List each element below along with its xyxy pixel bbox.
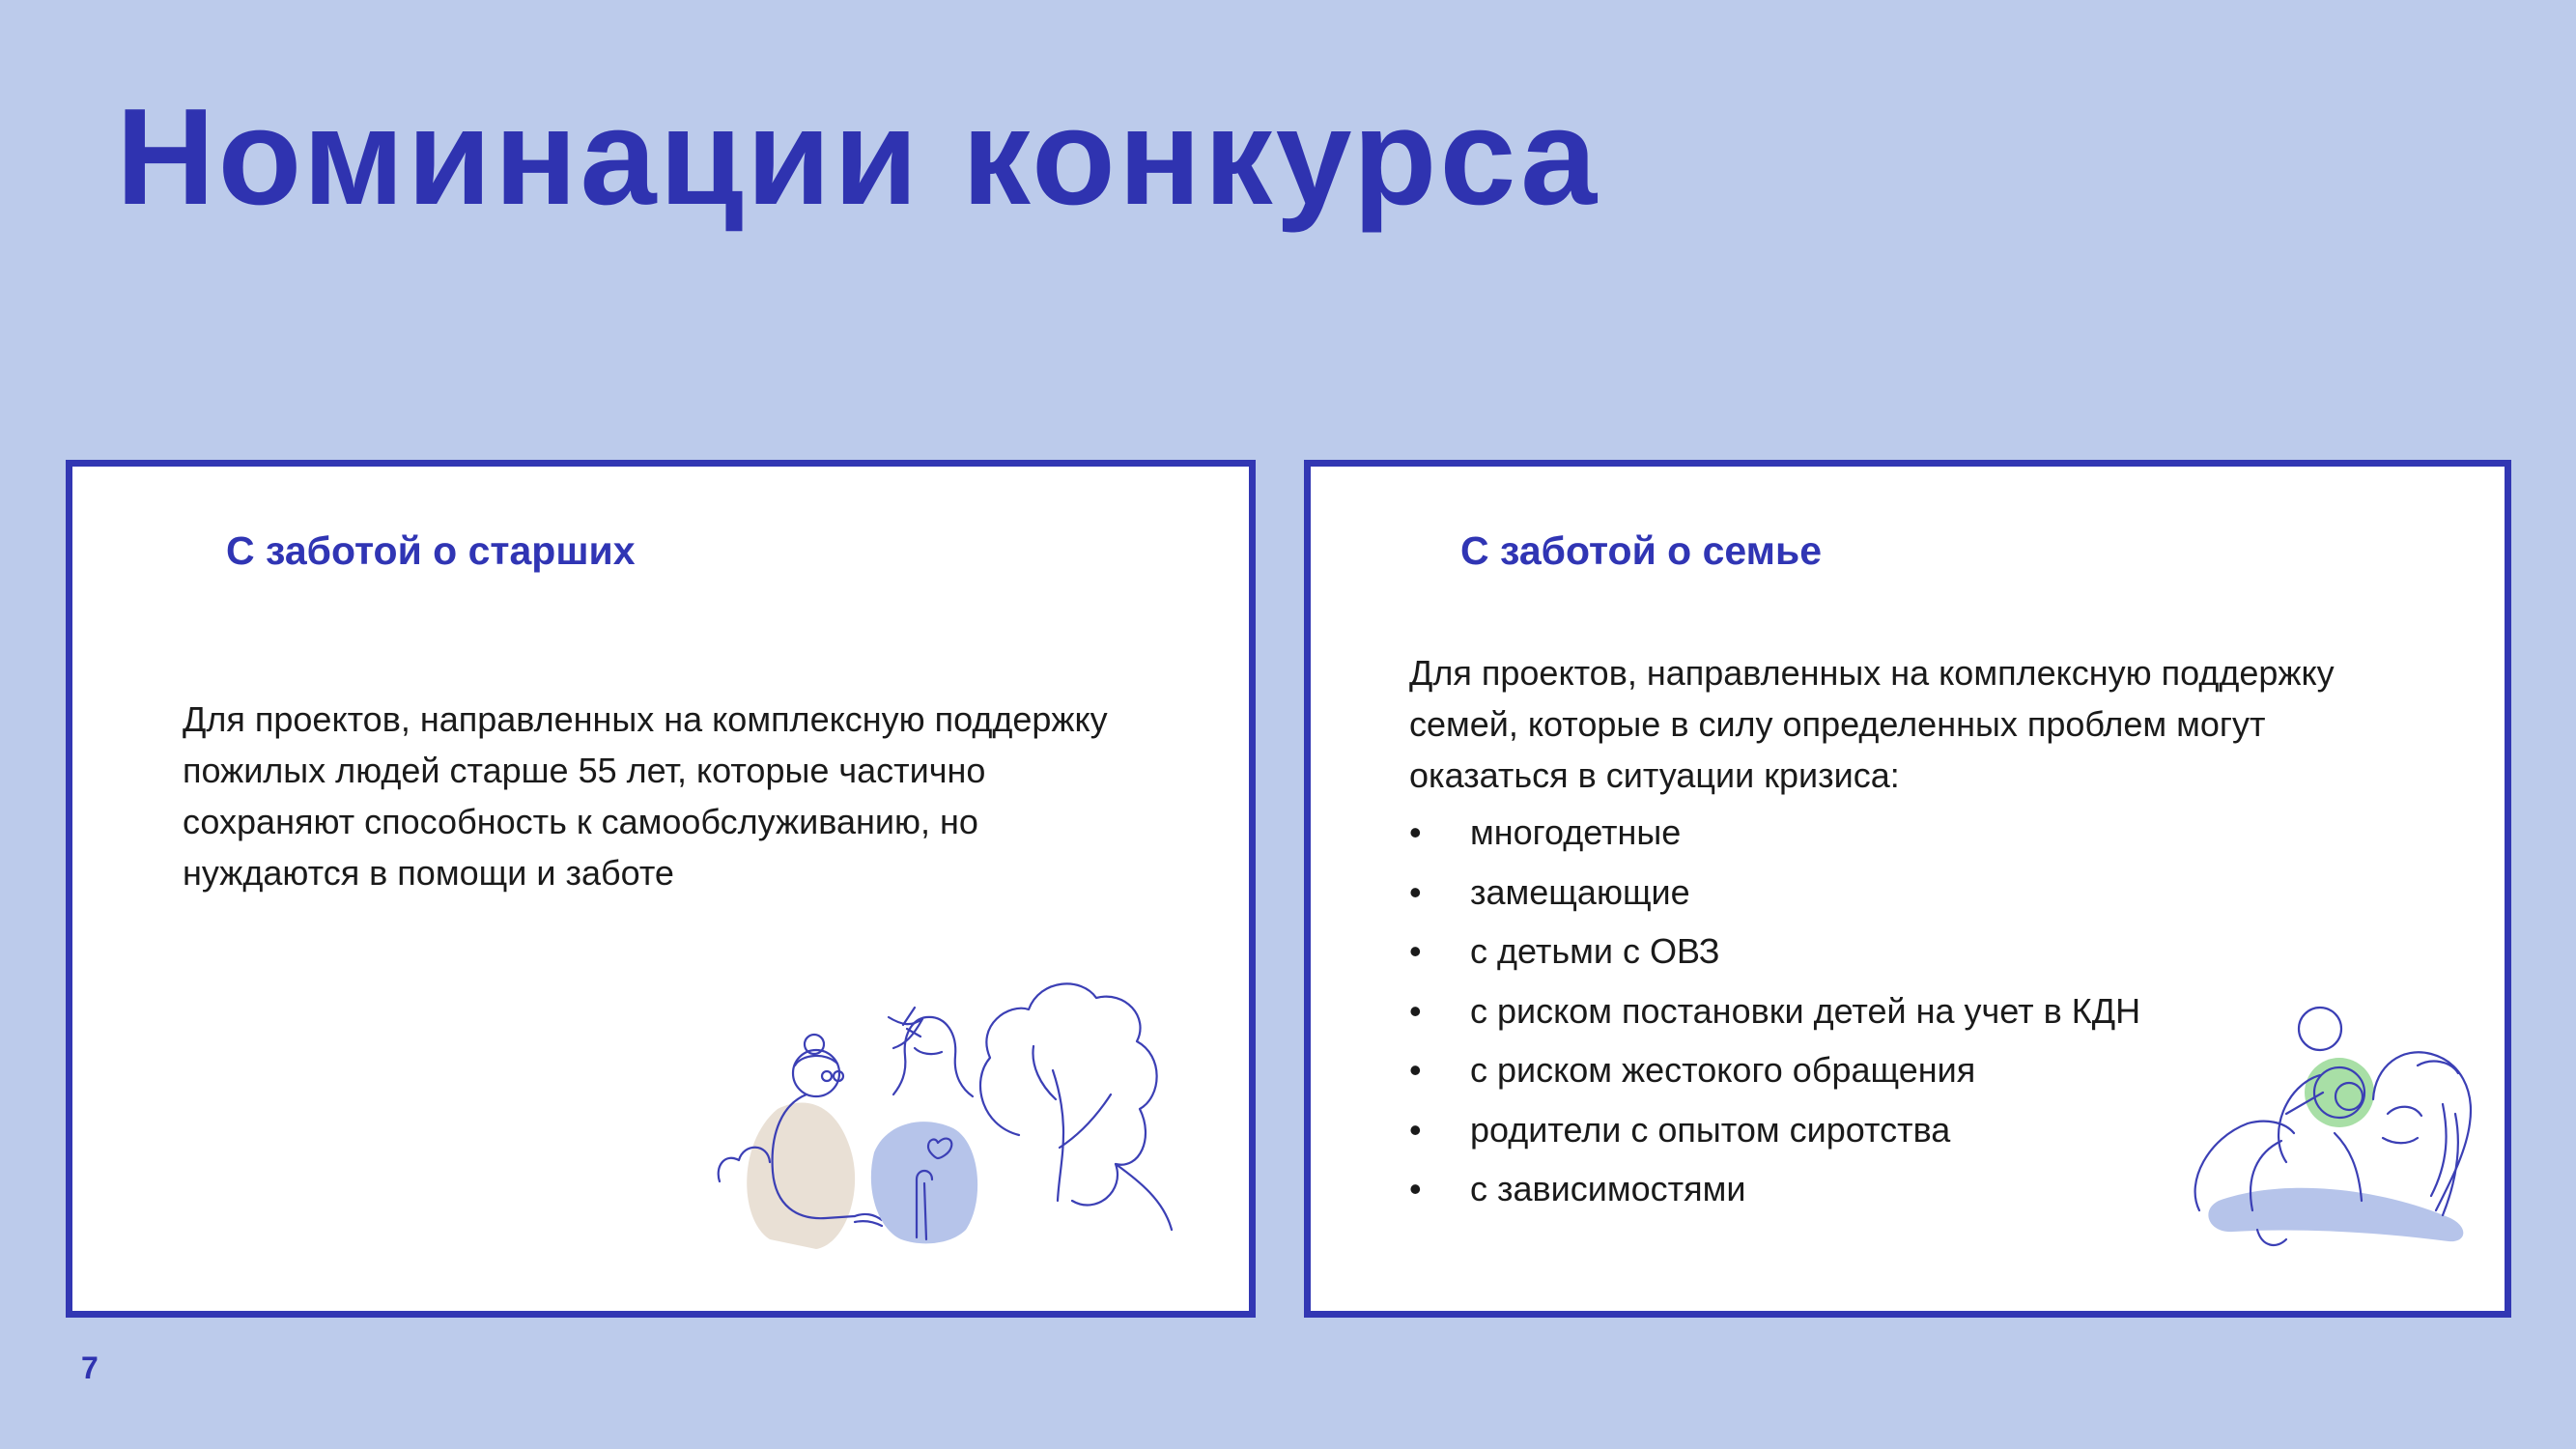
list-item bbox=[1409, 1159, 2140, 1219]
card-description: Для проектов, направленных на комплексную поддержку пожилых людей старше 55 лет, которые частично сохраняют способность к самообслуживанию, но нуждаются в помощи и заботе bbox=[183, 699, 1108, 893]
list-item bbox=[1409, 922, 2140, 981]
nomination-card-family bbox=[1304, 460, 2511, 1318]
bullet-icon: • bbox=[1409, 1169, 1422, 1208]
card-description: Для проектов, направленных на комплексную поддержку семей, которые в силу определенных проблем могут оказаться в ситуации кризиса: bbox=[1409, 653, 2335, 795]
list-item-text: с риском жестокого обращения bbox=[1470, 1050, 1976, 1090]
list-item-text: с риском постановки детей на учет в КДН bbox=[1470, 990, 2141, 1031]
bullet-icon: • bbox=[1409, 1109, 1422, 1150]
list-item bbox=[1409, 863, 2140, 923]
bullet-icon: • bbox=[1409, 812, 1422, 852]
family-categories-list bbox=[1409, 803, 2140, 1219]
list-item-text: с зависимостями bbox=[1470, 1169, 1746, 1208]
list-item-text: замещающие bbox=[1470, 871, 1690, 912]
list-item bbox=[1409, 1100, 2140, 1160]
list-item bbox=[1409, 1040, 2140, 1100]
list-item-text: многодетные bbox=[1470, 812, 1682, 852]
card-title: С заботой о семье bbox=[1460, 528, 1823, 573]
list-item bbox=[1409, 981, 2140, 1041]
bullet-icon: • bbox=[1409, 871, 1422, 912]
bullet-icon: • bbox=[1409, 990, 1422, 1031]
list-item-text: с детьми с ОВЗ bbox=[1470, 931, 1720, 971]
bullet-icon: • bbox=[1409, 1050, 1422, 1090]
page-number: 7 bbox=[81, 1350, 99, 1385]
list-item-text: родители с опытом сиротства bbox=[1470, 1109, 1951, 1150]
nomination-card-elders bbox=[66, 460, 1256, 1318]
slide-title: Номинации конкурса bbox=[116, 80, 1600, 234]
family-care-illustration bbox=[2141, 969, 2499, 1259]
card-title: С заботой о старших bbox=[226, 528, 636, 573]
bullet-icon: • bbox=[1409, 931, 1422, 971]
elderly-care-illustration bbox=[700, 911, 1241, 1259]
list-item bbox=[1409, 803, 2140, 863]
